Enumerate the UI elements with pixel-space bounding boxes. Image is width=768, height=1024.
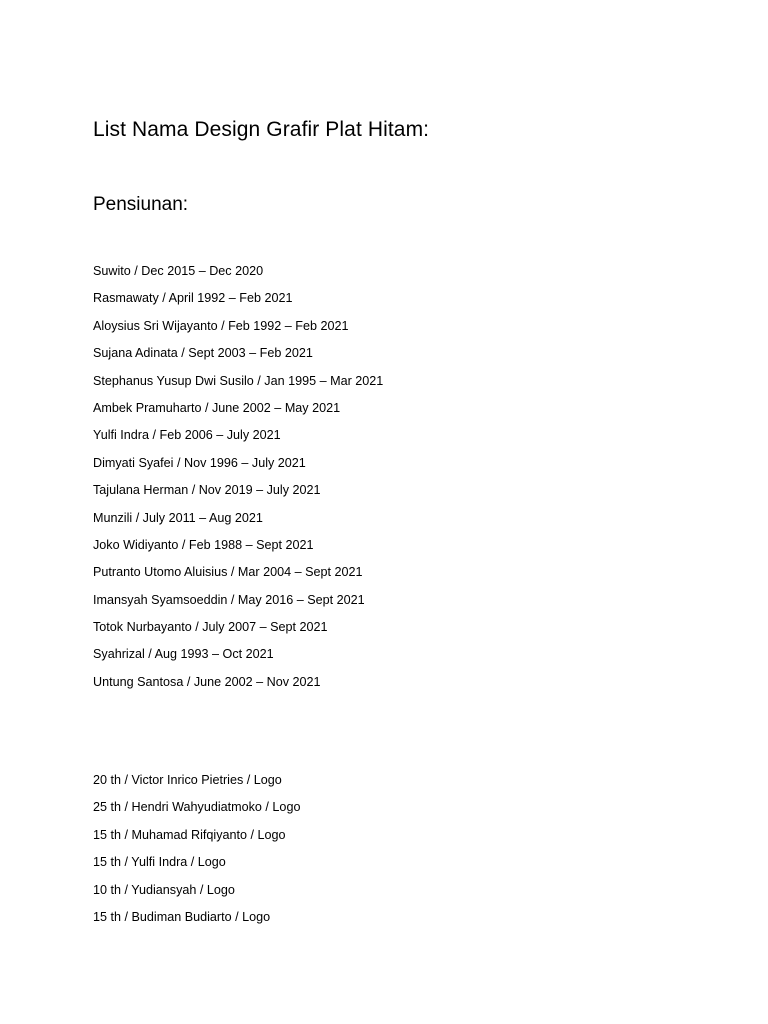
list-item: Totok Nurbayanto / July 2007 – Sept 2021 xyxy=(93,620,328,635)
list-item: 15 th / Budiman Budiarto / Logo xyxy=(93,909,271,924)
section-heading: Pensiunan: xyxy=(93,194,189,215)
list-item: Suwito / Dec 2015 – Dec 2020 xyxy=(93,264,264,278)
list-item: Putranto Utomo Aluisius / Mar 2004 – Sept 2021 xyxy=(93,565,363,580)
retiree-list xyxy=(93,262,383,700)
list-item: Syahrizal / Aug 1993 – Oct 2021 xyxy=(93,647,274,662)
list-item: Untung Santosa / June 2002 – Nov 2021 xyxy=(93,674,321,689)
award-list xyxy=(93,771,300,935)
list-item: Sujana Adinata / Sept 2003 – Feb 2021 xyxy=(93,346,313,361)
list-item: 15 th / Muhamad Rifqiyanto / Logo xyxy=(93,827,286,842)
list-item: Dimyati Syafei / Nov 1996 – July 2021 xyxy=(93,455,306,470)
list-item: Tajulana Herman / Nov 2019 – July 2021 xyxy=(93,483,321,498)
list-item: Ambek Pramuharto / June 2002 – May 2021 xyxy=(93,400,341,415)
list-item: Stephanus Yusup Dwi Susilo / Jan 1995 – Mar 2021 xyxy=(93,373,384,388)
document-title: List Nama Design Grafir Plat Hitam: xyxy=(93,118,430,141)
list-item: 20 th / Victor Inrico Pietries / Logo xyxy=(93,773,282,787)
list-item: 25 th / Hendri Wahyudiatmoko / Logo xyxy=(93,800,301,815)
list-item: Rasmawaty / April 1992 – Feb 2021 xyxy=(93,291,293,306)
list-item: Joko Widiyanto / Feb 1988 – Sept 2021 xyxy=(93,537,314,552)
list-item: Imansyah Syamsoeddin / May 2016 – Sept 2021 xyxy=(93,592,365,607)
list-item: Aloysius Sri Wijayanto / Feb 1992 – Feb 2021 xyxy=(93,318,349,333)
list-item: 10 th / Yudiansyah / Logo xyxy=(93,882,235,897)
list-item: Yulfi Indra / Feb 2006 – July 2021 xyxy=(93,428,281,443)
list-item: 15 th / Yulfi Indra / Logo xyxy=(93,855,226,870)
list-item: Munzili / July 2011 – Aug 2021 xyxy=(93,510,263,525)
